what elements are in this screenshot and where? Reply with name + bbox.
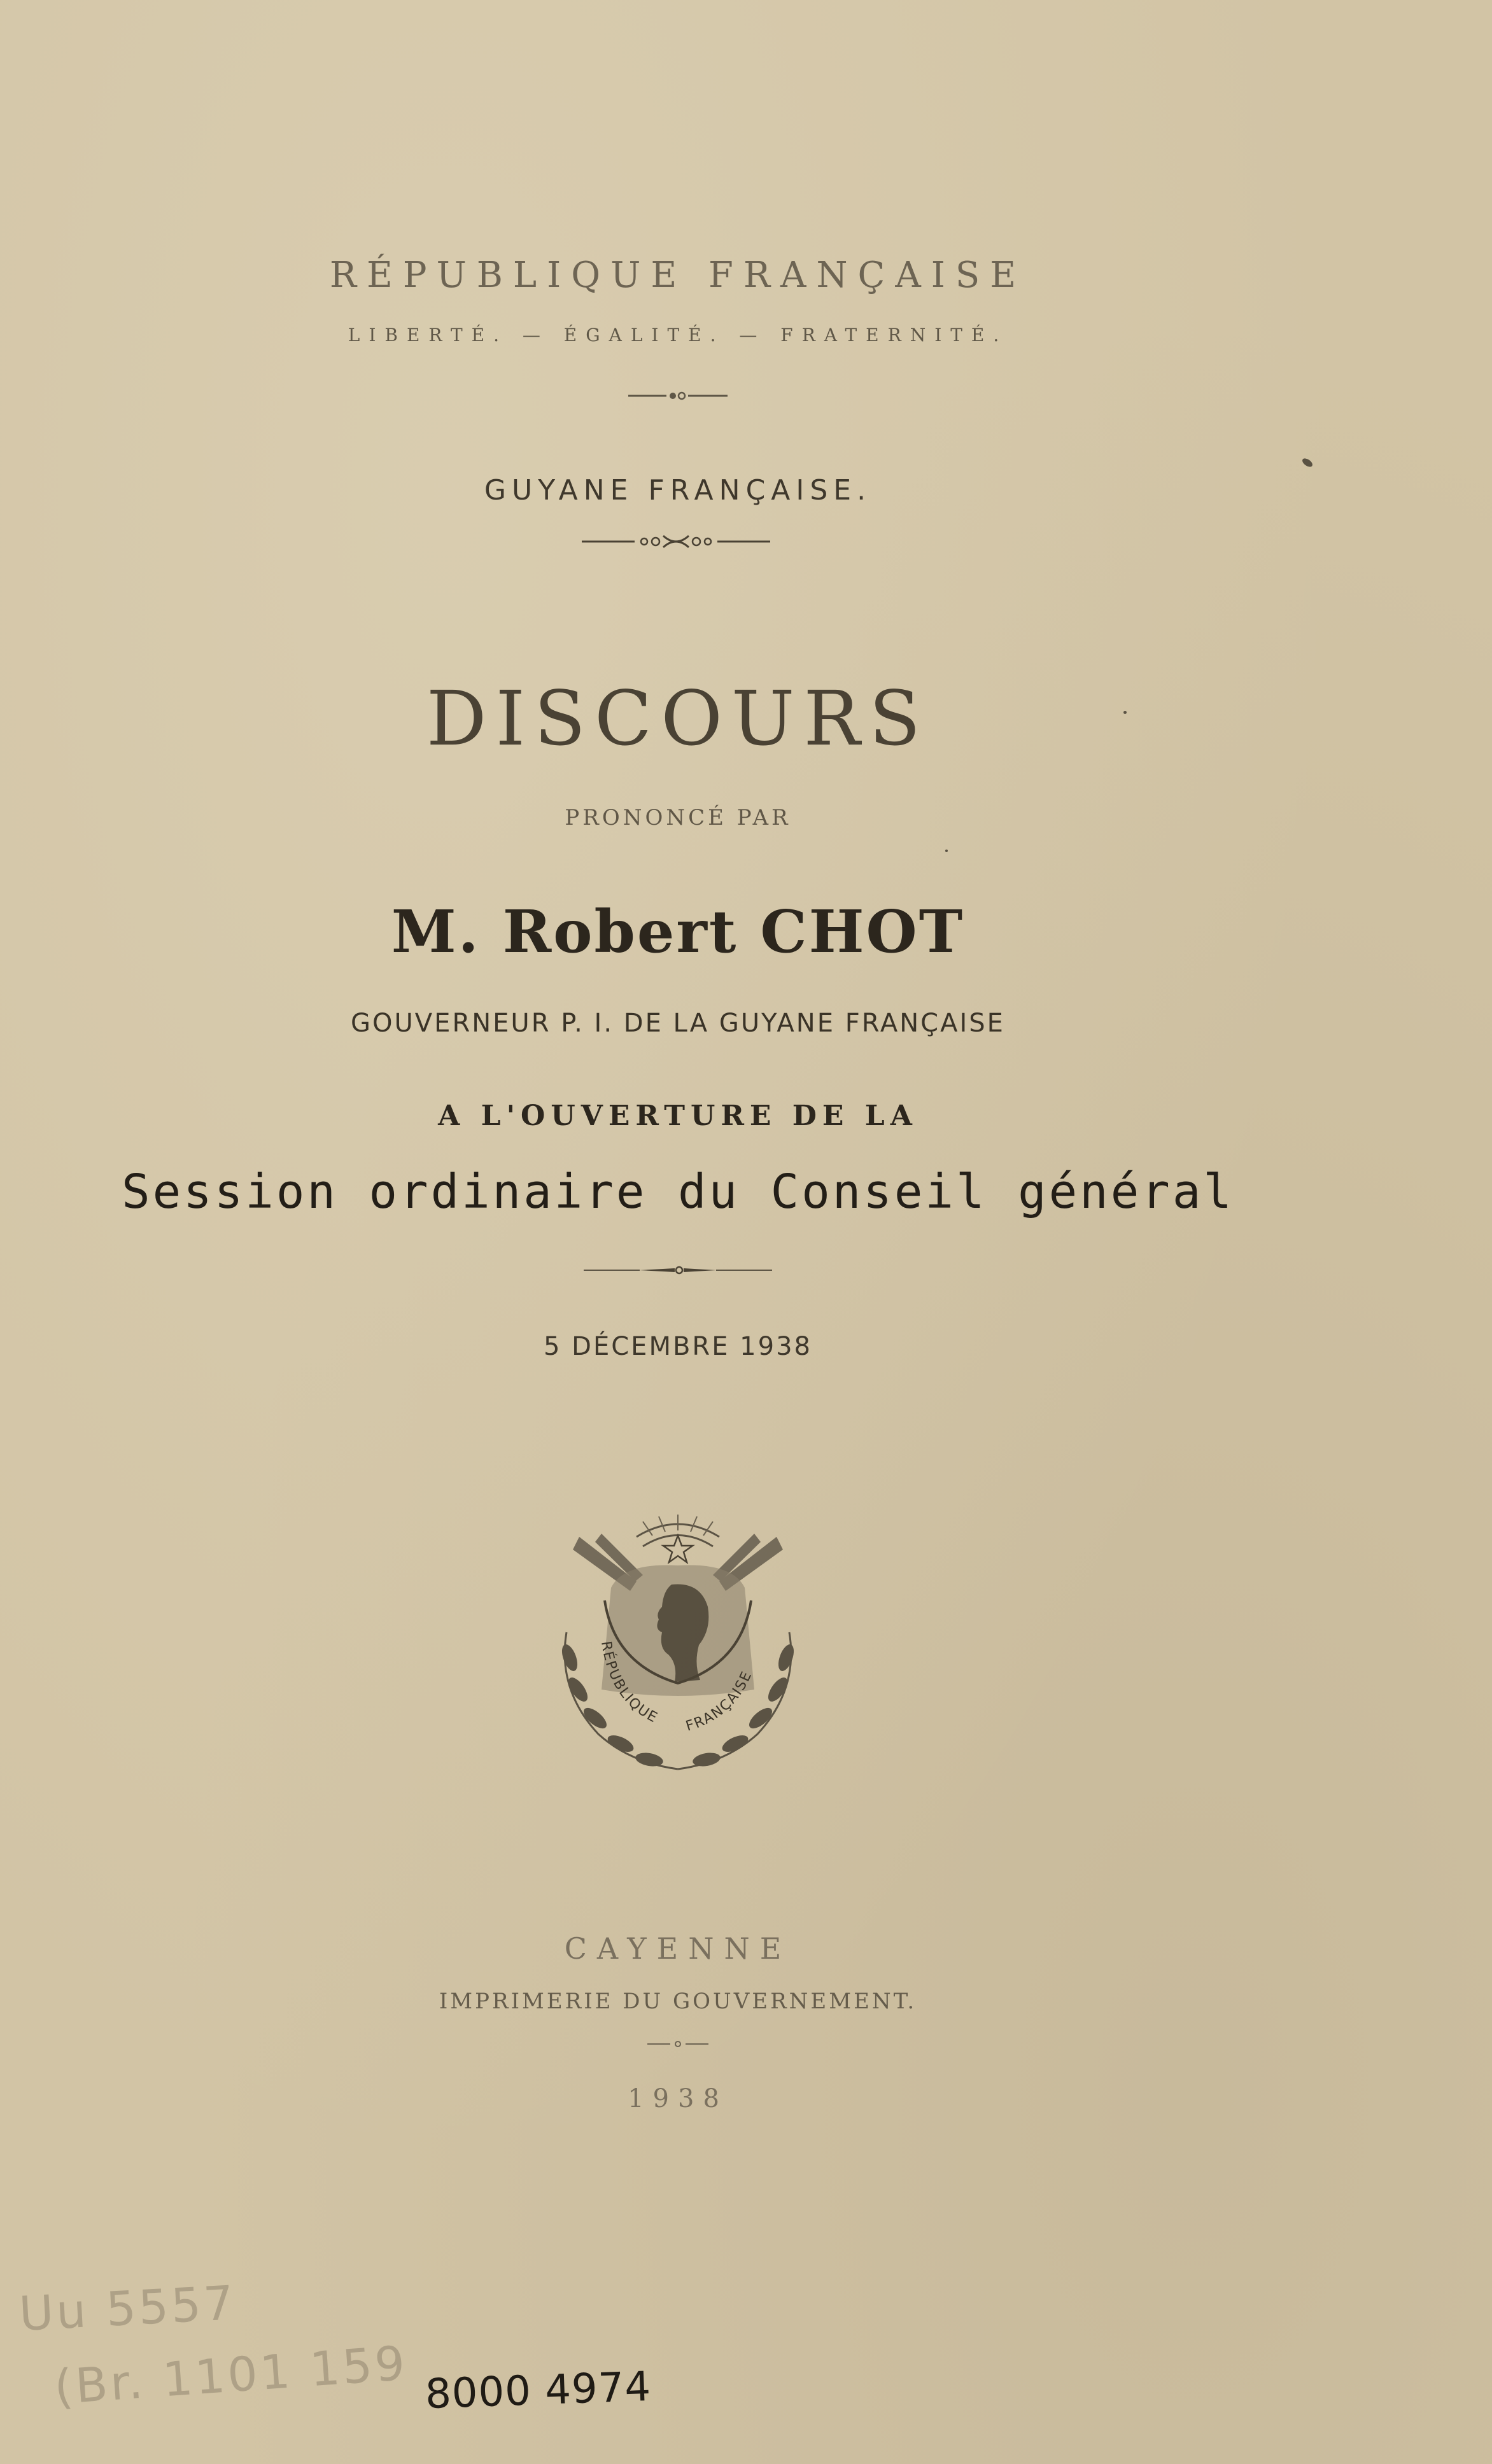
national-motto: LIBERTÉ. — ÉGALITÉ. — FRATERNITÉ. bbox=[348, 325, 1008, 346]
republique-francaise-seal-icon bbox=[541, 1511, 815, 1785]
territory-heading: GUYANE FRANÇAISE. bbox=[484, 474, 872, 507]
ornament-rule-icon bbox=[582, 1264, 773, 1276]
occasion-line-1: A L'OUVERTURE DE LA bbox=[438, 1100, 918, 1132]
paper-speck bbox=[1123, 711, 1127, 714]
imprint-year: 1938 bbox=[628, 2084, 728, 2113]
imprint-printer: IMPRIMERIE DU GOUVERNEMENT. bbox=[439, 1989, 917, 2014]
paper-speck bbox=[945, 850, 948, 852]
pronounced-by-label: PRONONCÉ PAR bbox=[565, 805, 791, 830]
pencil-annotation: (Br. 1101 159 bbox=[52, 2335, 409, 2416]
seal-text-left: RÉPUBLIQUE bbox=[597, 1640, 661, 1727]
occasion-line-2: Session ordinaire du Conseil général bbox=[122, 1165, 1234, 1219]
document-title: DISCOURS bbox=[426, 675, 930, 762]
shelfmark-annotation: 8000 4974 bbox=[424, 2363, 652, 2419]
ornament-rule-icon bbox=[646, 2040, 710, 2048]
ornament-rule-icon bbox=[581, 533, 771, 550]
imprint-city: CAYENNE bbox=[564, 1931, 792, 1966]
author-role: GOUVERNEUR P. I. DE LA GUYANE FRANÇAISE bbox=[351, 1009, 1005, 1038]
seal-text-right: FRANÇAISE bbox=[684, 1668, 756, 1735]
paper-speck bbox=[1301, 457, 1314, 469]
pencil-annotation: Uu 5557 bbox=[17, 2276, 237, 2342]
republic-heading: RÉPUBLIQUE FRANÇAISE bbox=[329, 255, 1027, 296]
speech-date: 5 DÉCEMBRE 1938 bbox=[544, 1332, 812, 1361]
ornament-rule-icon bbox=[627, 389, 729, 402]
author-name: M. Robert CHOT bbox=[391, 897, 965, 966]
